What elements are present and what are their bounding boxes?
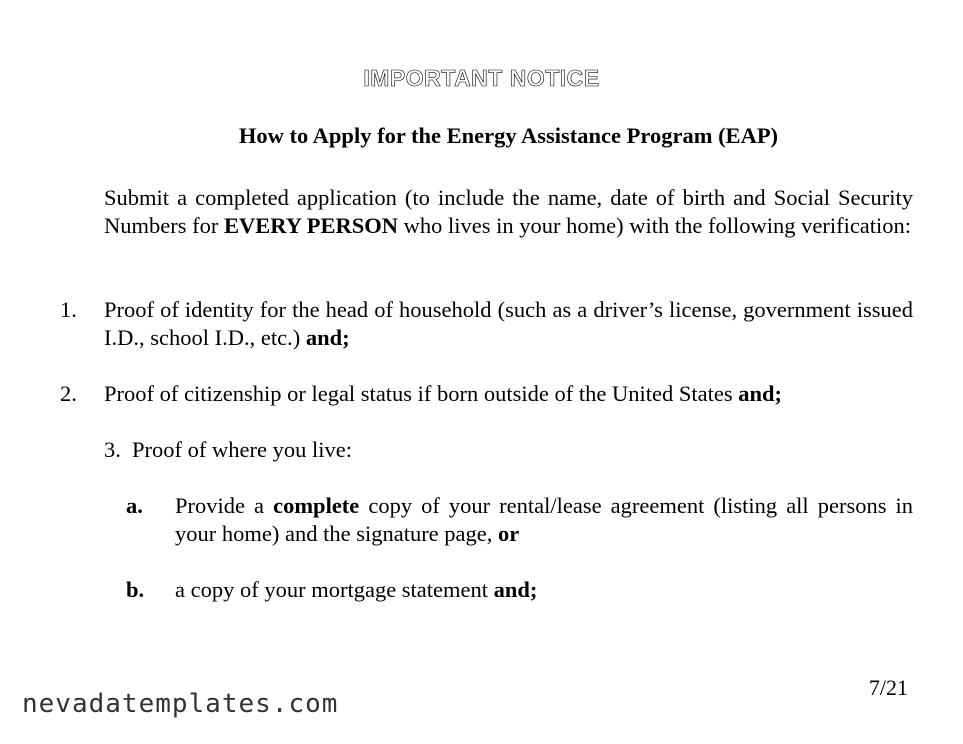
subitem-b-text: a copy of your mortgage statement and; bbox=[175, 577, 538, 602]
item-2-text: Proof of citizenship or legal status if born outside of the United States and; bbox=[104, 381, 783, 406]
subitem-b-letter: b. bbox=[126, 577, 145, 602]
item-1-connector: and; bbox=[305, 325, 350, 350]
item-2-number: 2. bbox=[60, 381, 77, 406]
item-3-number: 3. bbox=[104, 437, 121, 462]
intro-text-part1: Submit a completed application (to include the name, date of birth and Social Security Numbers for bbox=[104, 185, 913, 238]
subitem-b-connector: and; bbox=[493, 577, 538, 602]
intro-emphasis: EVERY PERSON bbox=[223, 213, 399, 238]
item-3-text: Proof of where you live: bbox=[132, 437, 352, 462]
item-2-connector: and; bbox=[738, 381, 783, 406]
item-1-number: 1. bbox=[60, 297, 77, 322]
intro-text-part2: who lives in your home) with the following verification: bbox=[398, 213, 912, 238]
page-number: 7/21 bbox=[868, 675, 908, 700]
notice-title: IMPORTANT NOTICE bbox=[363, 65, 600, 91]
subitem-a-emphasis: complete bbox=[273, 493, 360, 518]
item-1-text: Proof of identity for the head of household (such as a driver’s license, government issued I.D., school I.D., etc.) and; bbox=[104, 297, 913, 350]
intro-paragraph bbox=[104, 184, 913, 240]
subitem-a-connector: or bbox=[498, 521, 520, 546]
notice-subtitle: How to Apply for the Energy Assistance Program (EAP) bbox=[238, 123, 779, 148]
subitem-a-text: Provide a complete copy of your rental/lease agreement (listing all persons in your home) and the signature page, or bbox=[175, 493, 914, 546]
subitem-a-letter: a. bbox=[126, 493, 143, 518]
site-watermark: nevadatemplates.com bbox=[22, 689, 339, 719]
